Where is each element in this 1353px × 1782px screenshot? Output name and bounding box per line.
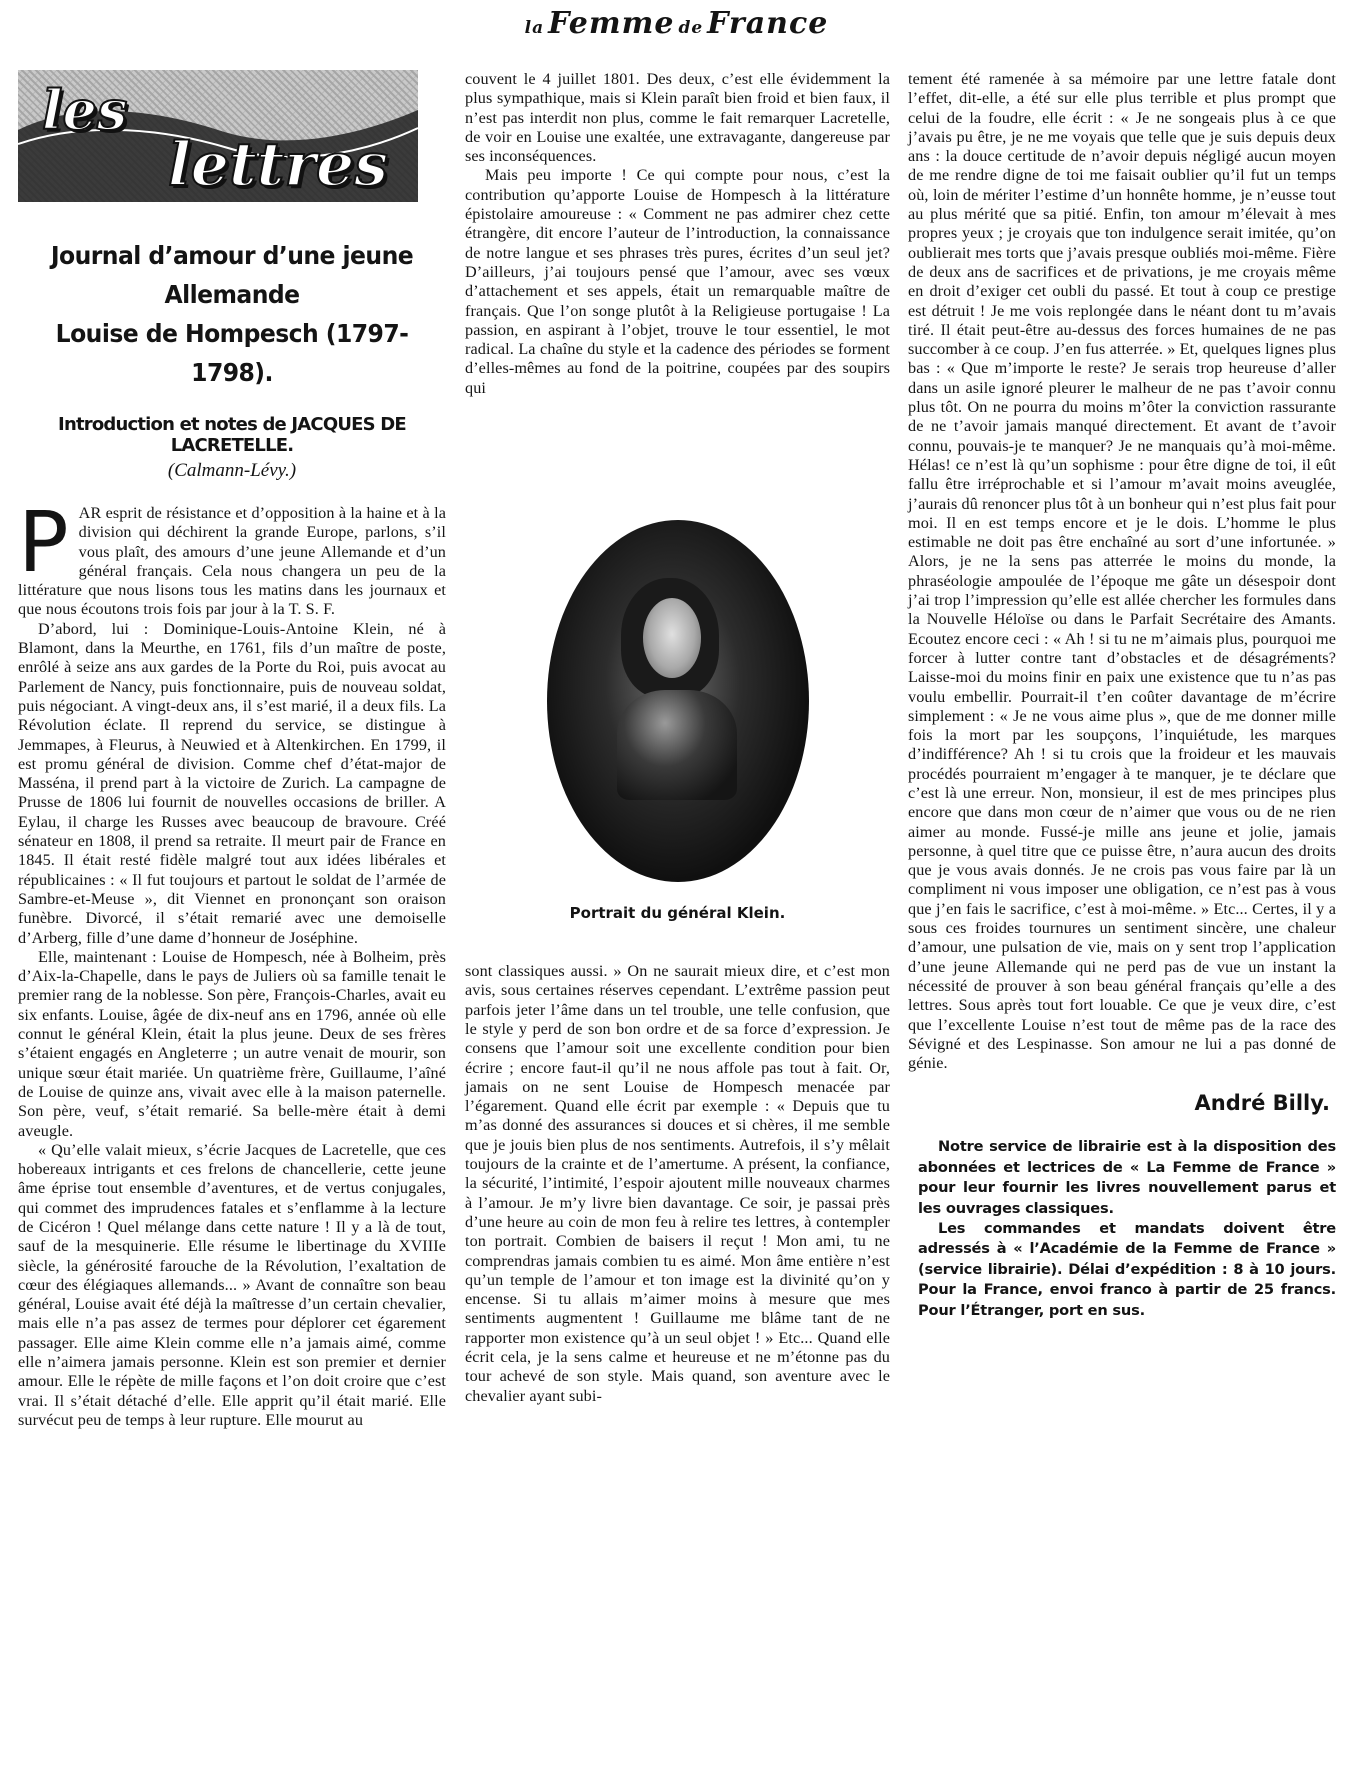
- column-1: [18, 70, 446, 1430]
- section-banner: [18, 70, 418, 202]
- masthead-femme: Femme: [548, 6, 675, 41]
- paragraph: tement été ramenée à sa mémoire par une lettre fatale dont l’effet, dit-elle, a été sur elle plus terrible et plus prompt que celui de la foudre, elle écrit : « Je ne songeais plus à ce que j’avais pu être, je ne me voyais que telle que je suis depuis deux ans : la douce certitude de n’avoir depuis négligé aucun moyen de me rendre digne de toi me faisait oublier qu’il fut un temps où, loin de mériter l’estime d’un honnête homme, je n’eusse tout au plus mérité que sa pitié. Enfin, ton amour m’élevait à mes propres yeux ; je croyais que ton indulgence serait imitée, qu’on oublierait mes torts que j’avais presque oubliés moi-même. Fière de deux ans de sacrifices et de privations, je me croyais même en droit d’exiger cet oubli du passé. Et tout à coup ce prestige est détruit ! Je me vois replongée dans le néant dont tu m’avais tiré. Il était peut-être au-dessus des forces humaines de ne pas succomber à ce coup. J’en fus atterrée. » Et, quelques lignes plus bas : « Que m’importe le reste? Je serais trop heureuse d’aller dans un asile ignoré pleurer le malheur de ne pas t’avoir connu plus tôt. On ne pourra du moins m’ôter la conviction rassurante de ne t’avoir jamais manqué directement. Et avant de t’avoir connu, pouvais-je te manquer? Je ne manquais qu’à moi-même. Hélas! ce n’est là qu’un sophisme : pour être digne de toi, il eût fallu être irréprochable et si l’amour m’avait moins aveuglée, j’aurais dû renoncer plus tôt à un bonheur qui n’est plus fait pour moi. Il en est temps encore et je le dois. L’homme le plus estimable ne doit pas être enchaîné au sort d’une infortunée. » Alors, je ne la sens pas atterrée le moins du monde, la phraséologie ampoulée de l’époque me gâte un désespoir dont j’ai trop l’impression qu’elle est allée chercher les formules dans la Nouvelle Héloïse ou dans le Parfait Secrétaire des Amants. Ecoutez encore ceci : « Ah ! si tu ne m’aimais plus, pourquoi me forcer à lutter contre tant d’obstacles et de désagréments? Laisse-moi du moins finir en paix une existence que tu n’as pas voulu embellir. Pourrait-il t’en coûter davantage de m’écrire simplement : « Je ne vous aime plus », que de me donner mille fois la mort par les soupçons, l’inquiétude, les marques d’indifférence? Ah ! si tu crois que la froideur et les mauvais procédés pourraient m’engager à te manquer, je te déclare que c’est là une erreur. Non, monsieur, il est de mes principes plus encore que dans mon cœur de n’aimer que vous ou de ne rien aimer au monde. Fussé-je mille ans jeune et jolie, jamais personne, à quel titre que ce puisse être, n’aura aucun des droits que je vous avais donnés. Je ne crois pas vous faire par là un compliment ni vous imposer une obligation, ce n’est pas à vous que j’en fais le sacrifice, c’est à moi-même. » Etc... Certes, il y a sous ces froides tournures un sentiment sincère, une chaleur d’amour, une pulsation de vie, mais on y sent trop l’application d’une jeune Allemande qui ne perd pas de vue un instant la nécessité de prouver à son beau général français qu’elle a des lettres. Sous après tout fort louable. Ce que je veux dire, c’est que l’excellente Louise n’est tout de même pas de la race des Sévigné et des Lespinasse. Son amour ne lui a pas donné de génie.: [908, 70, 1336, 1073]
- library-notice: [918, 1137, 1336, 1321]
- banner-les: les: [42, 78, 128, 142]
- column-2: [465, 70, 890, 1406]
- paragraph: D’abord, lui : Dominique-Louis-Antoine Klein, né à Blamont, dans la Meurthe, en 1761, fils d’un maître de poste, enrôlé à seize ans aux gardes de la Porte du Roi, puis avocat au Parlement de Nancy, puis fonctionnaire, puis de nouveau soldat, puis négociant. A vingt-deux ans, il s’est marié, il a deux fils. La Révolution éclate. Il reprend du service, se distingue à Jemmapes, à Fleurus, à Neuwied et à Altenkirchen. En 1799, il est promu général de division. Comme chef d’état-major de Masséna, il prend part à la victoire de Zurich. La campagne de Prusse de 1806 lui fournit de nouvelles occasions de briller. A Eylau, il charge les Russes avec beaucoup de bravoure. Créé sénateur en 1808, il prend sa retraite. Il meurt pair de France en 1845. Il était resté fidèle malgré tout aux idées libérales et républicaines : « Il fut toujours et partout le soldat de l’armée de Sambre-et-Meuse », dit Viennet en prononçant son oraison funèbre. Divorcé, il s’était remarié avec une demoiselle d’Arberg, fille d’une dame d’honneur de Joséphine.: [18, 619, 446, 947]
- portrait-figure: [465, 520, 890, 922]
- book-title: [31, 236, 433, 392]
- author-signature: André Billy.: [1194, 1091, 1330, 1116]
- paragraph: sont classiques aussi. » On ne saurait mieux dire, et c’est mon avis, sous certaines réserves cependant. L’extrême passion peut parfois jeter l’âme dans un tel trouble, une telle confusion, que le style y perd de son bon ordre et de sa force d’expression. Je consens que l’amour soit une excellente condition pour bien écrire ; encore faut-il qu’il ne nous affole pas tout à fait. Or, jamais on ne sent Louise de Hompesch menacée par l’égarement. Quand elle écrit par exemple : « Depuis que tu m’as donné des assurances si douces et si chères, il me semble que je jouis bien plus de nos sentiments. Autrefois, il s’y mêlait toujours de la crainte et de l’amertume. A présent, la confiance, la sécurité, l’intimité, l’espoir ajoutent mille nouveaux charmes à l’amour. Je m’y livre bien davantage. Ce soir, je passai près d’une heure au coin de mon feu à relire tes lettres, à contempler ton portrait. Combien de baisers il reçut ! Mon ami, tu ne comprendras jamais combien tu es aimé. Mon âme entière n’est qu’un temple de l’amour et ton image est la divinité qu’on y encense. Si tu allais m’aimer moins à mesure que mes sentiments augmentent ! Guillaume me blâme tant de ne rapporter mon existence qu’à un seul objet ! » Etc... Quand elle écrit cela, je la sens calme et heureuse et ne m’étonne pas du tour achevé de son style. Mais quand, son aventure avec le chevalier ayant subi-: [465, 962, 890, 1405]
- portrait-caption: Portrait du général Klein.: [569, 904, 786, 923]
- notice-paragraph: Notre service de librairie est à la disposition des abonnées et lectrices de « La Femme de France » pour leur fournir les livres nouvellement parus et les ouvrages classiques.: [918, 1138, 1336, 1217]
- book-publisher: (Calmann-Lévy.): [167, 460, 297, 481]
- portrait-image: [547, 520, 809, 882]
- paragraph: Mais peu importe ! Ce qui compte pour nous, c’est la contribution qu’apporte Louise de Hompesch à la littérature épistolaire amoureuse : « Comment ne pas admirer chez cette étrangère, dit encore l’auteur de l’introduction, la connaissance de notre langue et ses phrases très pures, écrites d’un seul jet? D’ailleurs, j’ai toujours pensé que l’amour, avec ses vœux d’attachement et ses appels, était un remarquable maître de français. Que l’on songe plutôt à la Religieuse portugaise ! La passion, en aspirant à l’objet, trouve le tour essentiel, le mot radical. La chaîne du style et la cadence des périodes se forment d’elles-mêmes au fond de la poitrine, coupées par des soupirs qui: [465, 166, 890, 397]
- drop-cap: P: [18, 493, 69, 591]
- portrait-face: [643, 598, 701, 678]
- banner-lettres: lettres: [168, 130, 388, 200]
- paragraph: « Qu’elle valait mieux, s’écrie Jacques de Lacretelle, que ces hobereaux intrigants et ces frelons de chancellerie, cette jeune âme éprise tout ensemble d’aventures, et de vertus conjugales, qui commet des imprudences fatales et s’enflamme à la lecture de Cicéron ! Quel mélange dans cette nature ! Il y a là de tout, sauf de la mesquinerie. Elle résume le libertinage du XVIIIe siècle, la générosité farouche de la Révolution, l’exaltation de cœur des élégiaques allemands... » Avant de connaître son beau général, Louise avait été déjà la maîtresse d’un certain chevalier, mais elle n’a pas assez de termes pour déplorer cet égarement passager. Elle aime Klein comme elle n’a jamais aimé, comme elle n’aimera jamais personne. Klein est son premier et dernier amour. Elle le répète de mille façons et l’on doit croire que c’est vrai. Il s’était détaché d’elle. Elle apprit qu’il était marié. Elle survécut peu de temps à leur rupture. Elle mourut au: [18, 1140, 446, 1429]
- notice-paragraph: Les commandes et mandats doivent être adressés à « l’Académie de la Femme de France » (service librairie). Délai d’expédition : 8 à 10 jours. Pour la France, envoi franco à partir de 25 francs. Pour l’Étranger, port en sus.: [918, 1220, 1336, 1319]
- article-col1-body: [18, 493, 446, 1430]
- column-3: [908, 70, 1336, 1321]
- book-intro: Introduction et notes de JACQUES DE LACRETELLE.: [58, 414, 406, 456]
- masthead: [0, 6, 1353, 54]
- book-title-line1: Journal d’amour d’une jeune Allemande: [50, 241, 414, 309]
- portrait-collar: [617, 690, 737, 800]
- book-title-line2: Louise de Hompesch (1797-1798).: [55, 319, 409, 387]
- paragraph: AR esprit de résistance et d’opposition à la haine et à la division qui déchirent la grande Europe, parlons, s’il vous plaît, des amours d’une jeune Allemande et d’un général français. Cela nous changera un peu de la littérature que nous lisons tous les matins dans les journaux et que nous écoutons trois fois par jour à la T. S. F.: [18, 504, 446, 619]
- paragraph: couvent le 4 juillet 1801. Des deux, c’est elle évidemment la plus sympathique, mais si Klein paraît bien froid et bien faux, il n’est pas interdit non plus, comme le fait remarquer Lacretelle, de voir en Louise une exaltée, une extravagante, dangereuse par ses inconséquences.: [465, 70, 890, 166]
- paragraph: Elle, maintenant : Louise de Hompesch, née à Bolheim, près d’Aix-la-Chapelle, dans le pays de Juliers où sa famille tenait le premier rang de la noblesse. Son père, François-Charles, avait eu six enfants. Louise, âgée de dix-neuf ans en 1796, année où elle connut le général Klein, était la plus jeune. Deux de ses frères s’étaient engagés en Angleterre ; un autre venait de mourir, son unique sœur était mariée. Un quatrième frère, Guillaume, l’aîné de Louise de quinze ans, vivait avec elle à la maison paternelle. Son père, veuf, s’était remarié. Sa belle-mère était à demi aveugle.: [18, 947, 446, 1140]
- masthead-de: de: [678, 18, 704, 38]
- masthead-france: France: [707, 6, 829, 41]
- masthead-la: la: [524, 18, 545, 38]
